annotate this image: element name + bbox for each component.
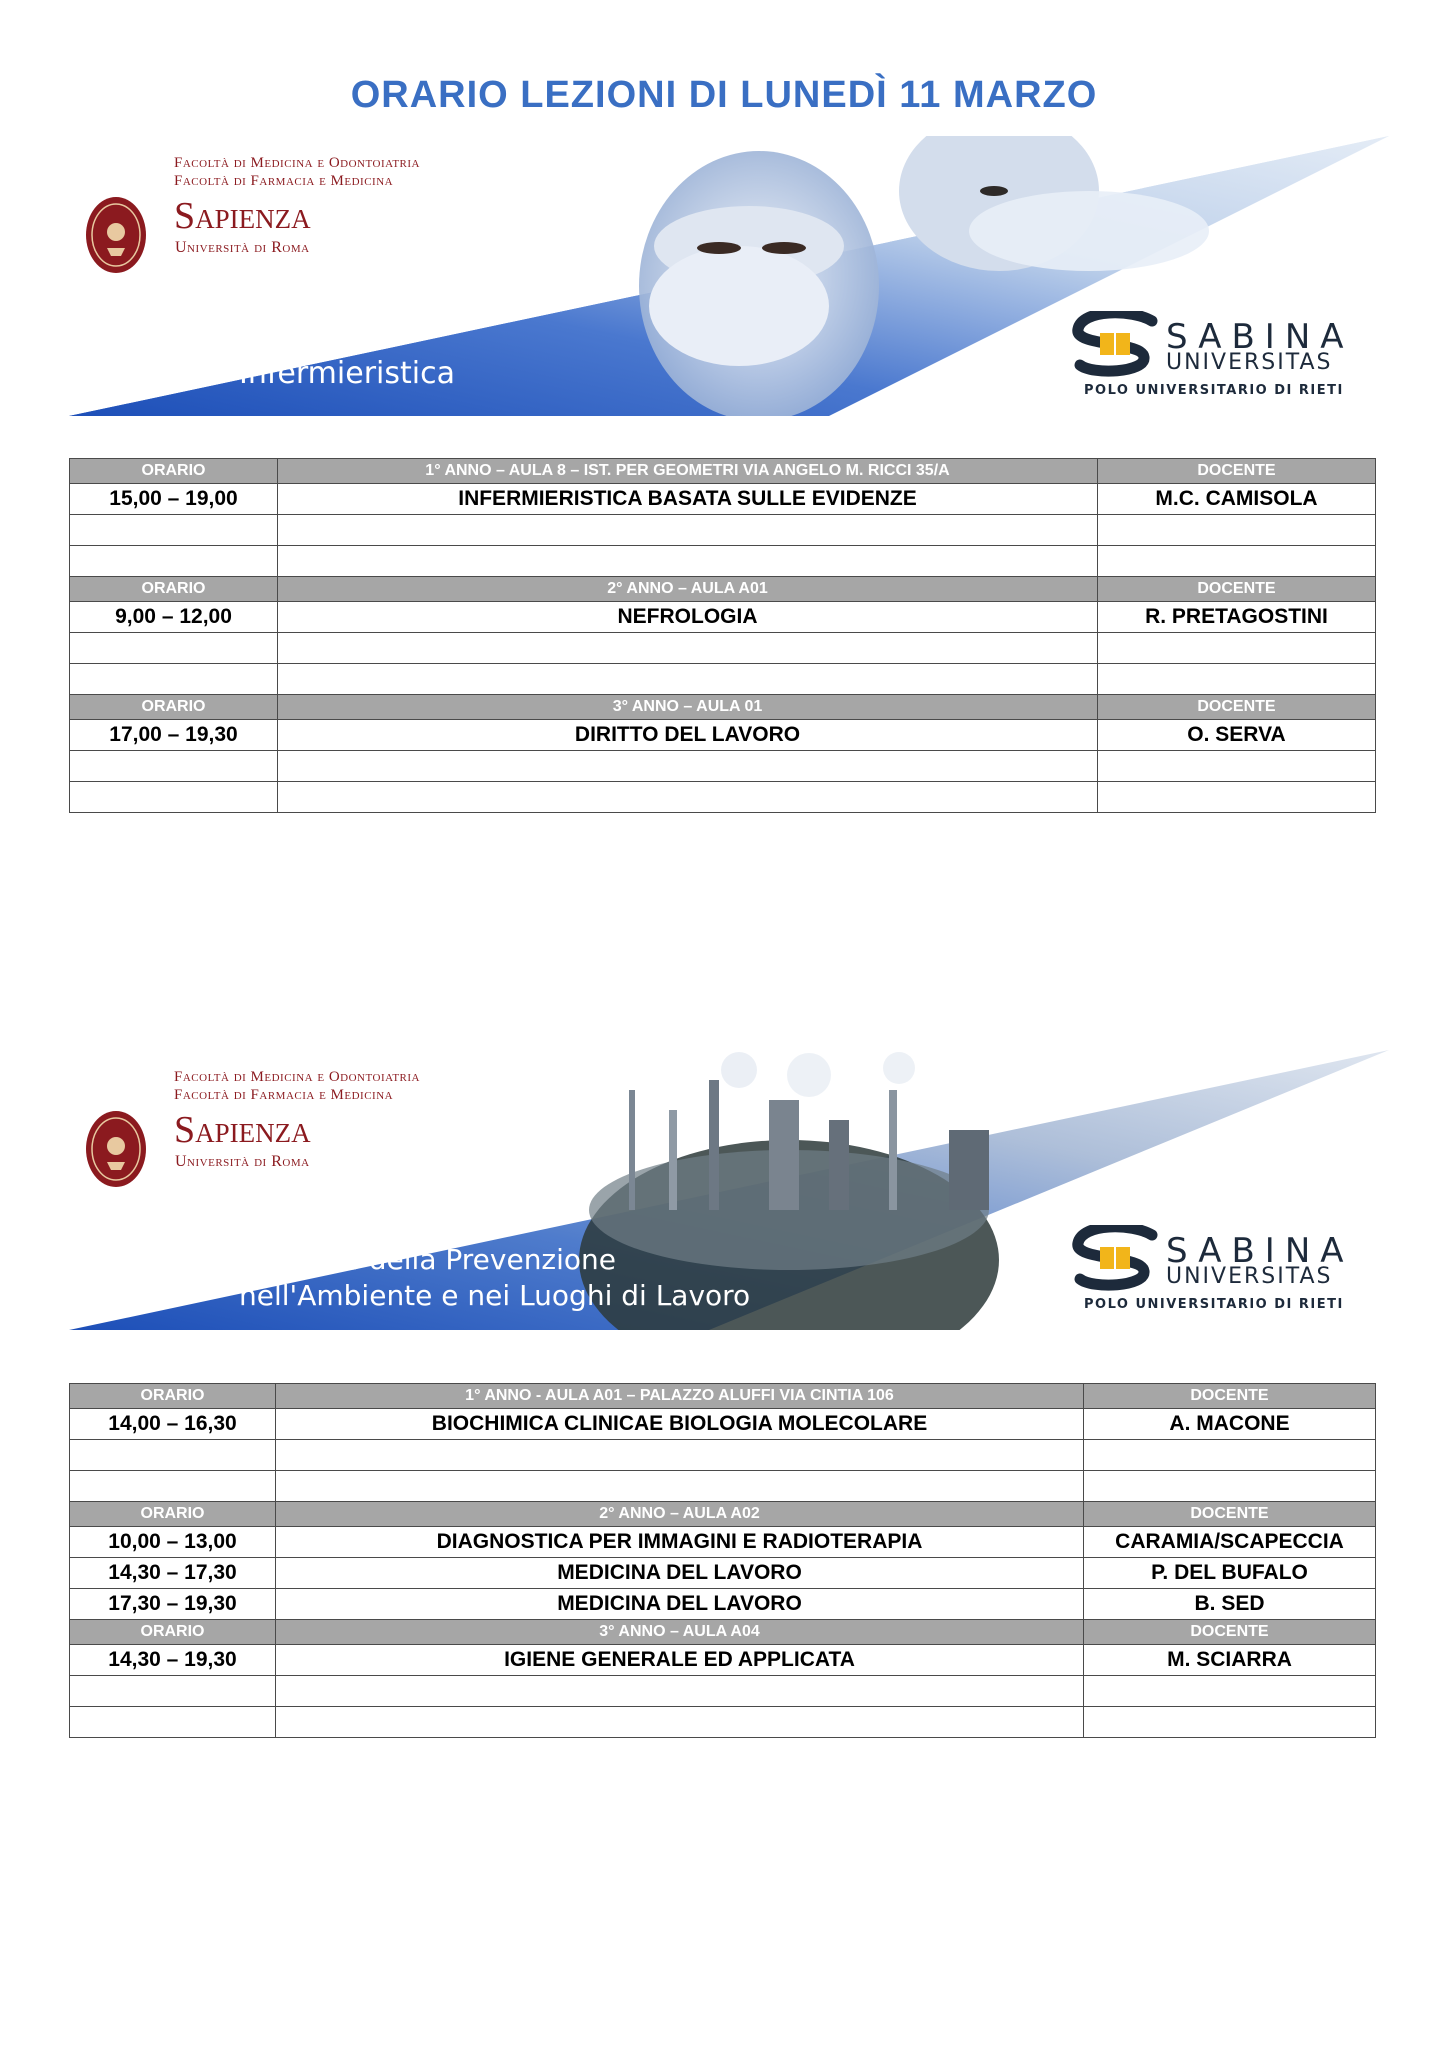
header-time: ORARIO: [70, 1384, 276, 1409]
table-row: [70, 751, 1376, 782]
cell-course: [276, 1707, 1084, 1738]
cell-course: DIAGNOSTICA PER IMMAGINI E RADIOTERAPIA: [276, 1527, 1084, 1558]
course-line-1: Infermieristica: [239, 356, 455, 391]
header-year-room: 2° ANNO – AULA A01: [278, 577, 1098, 602]
cell-teacher: P. DEL BUFALO: [1084, 1558, 1376, 1589]
cell-teacher: [1084, 1707, 1376, 1738]
cell-teacher: [1098, 664, 1376, 695]
table-row: [70, 1676, 1376, 1707]
cell-teacher: R. PRETAGOSTINI: [1098, 602, 1376, 633]
faculty-line-2: Facoltà di Farmacia e Medicina: [174, 1087, 394, 1103]
cell-teacher: CARAMIA/SCAPECCIA: [1084, 1527, 1376, 1558]
header-year-room: 3° ANNO – AULA A04: [276, 1620, 1084, 1645]
cell-course: [278, 515, 1098, 546]
cell-time: [70, 751, 278, 782]
header-time: ORARIO: [70, 459, 278, 484]
cell-course: [276, 1676, 1084, 1707]
cell-time: 14,30 – 17,30: [70, 1558, 276, 1589]
sabina-universitas-logo: [1072, 311, 1389, 401]
header-year-room: 1° ANNO – AULA 8 – IST. PER GEOMETRI VIA ANGELO M. RICCI 35/A: [278, 459, 1098, 484]
university-name: Sapienza: [174, 195, 311, 237]
table-row: [70, 484, 1376, 515]
sabina-universitas-logo: [1072, 1225, 1389, 1315]
course-name: [239, 356, 455, 391]
faculty-line-1: Facoltà di Medicina e Odontoiatria: [174, 1069, 420, 1085]
cell-teacher: [1098, 633, 1376, 664]
header-year-room: 2° ANNO – AULA A02: [276, 1502, 1084, 1527]
university-subtitle: Università di Roma: [175, 1153, 310, 1170]
header-year-room: 3° ANNO – AULA 01: [278, 695, 1098, 720]
banner-infermieristica: [69, 136, 1389, 416]
partner-name: SABINA: [1166, 1231, 1354, 1271]
partner-name: SABINA: [1166, 317, 1354, 357]
cell-course: [278, 782, 1098, 813]
cell-time: [70, 633, 278, 664]
schedule-table-infermieristica: [69, 458, 1376, 813]
header-teacher: DOCENTE: [1084, 1502, 1376, 1527]
cell-course: BIOCHIMICA CLINICAE BIOLOGIA MOLECOLARE: [276, 1409, 1084, 1440]
header-teacher: DOCENTE: [1098, 459, 1376, 484]
partner-tagline: POLO UNIVERSITARIO DI RIETI: [1084, 383, 1344, 398]
sapienza-seal-icon: [85, 196, 147, 274]
header-time: ORARIO: [70, 577, 278, 602]
cell-time: [70, 664, 278, 695]
table-row: [70, 1589, 1376, 1620]
cell-teacher: [1098, 546, 1376, 577]
section-header: [70, 1620, 1376, 1645]
cell-teacher: M. SCIARRA: [1084, 1645, 1376, 1676]
table-row: [70, 1471, 1376, 1502]
sabina-s-icon: [1072, 1225, 1162, 1295]
cell-time: 17,00 – 19,30: [70, 720, 278, 751]
header-teacher: DOCENTE: [1084, 1384, 1376, 1409]
cell-time: [70, 1676, 276, 1707]
cell-time: [70, 515, 278, 546]
cell-teacher: [1084, 1676, 1376, 1707]
table-row: [70, 546, 1376, 577]
partner-subname: UNIVERSITAS: [1166, 350, 1333, 375]
header-teacher: DOCENTE: [1098, 577, 1376, 602]
table-row: [70, 720, 1376, 751]
faculty-line-1: Facoltà di Medicina e Odontoiatria: [174, 155, 420, 171]
cell-time: 10,00 – 13,00: [70, 1527, 276, 1558]
cell-course: IGIENE GENERALE ED APPLICATA: [276, 1645, 1084, 1676]
section-header: [70, 1384, 1376, 1409]
banner-prevenzione: [69, 1050, 1389, 1330]
cell-course: [278, 664, 1098, 695]
schedule-table-prevenzione: [69, 1383, 1376, 1738]
course-line-1: Tecniche della Prevenzione: [239, 1243, 617, 1276]
cell-time: 9,00 – 12,00: [70, 602, 278, 633]
cell-course: INFERMIERISTICA BASATA SULLE EVIDENZE: [278, 484, 1098, 515]
cell-course: [278, 546, 1098, 577]
table-row: [70, 1527, 1376, 1558]
cell-teacher: [1098, 515, 1376, 546]
cell-time: 15,00 – 19,00: [70, 484, 278, 515]
section-header: [70, 695, 1376, 720]
course-line-2: nell'Ambiente e nei Luoghi di Lavoro: [239, 1279, 751, 1312]
table-row: [70, 515, 1376, 546]
header-year-room: 1° ANNO - AULA A01 – PALAZZO ALUFFI VIA CINTIA 106: [276, 1384, 1084, 1409]
cell-time: 14,30 – 19,30: [70, 1645, 276, 1676]
cell-time: 17,30 – 19,30: [70, 1589, 276, 1620]
cell-teacher: M.C. CAMISOLA: [1098, 484, 1376, 515]
cell-course: [278, 633, 1098, 664]
table-row: [70, 633, 1376, 664]
cell-teacher: [1084, 1471, 1376, 1502]
university-name: Sapienza: [174, 1109, 311, 1151]
cell-teacher: [1098, 782, 1376, 813]
cell-course: [276, 1471, 1084, 1502]
section-header: [70, 1502, 1376, 1527]
cell-time: [70, 1440, 276, 1471]
cell-course: MEDICINA DEL LAVORO: [276, 1558, 1084, 1589]
cell-teacher: O. SERVA: [1098, 720, 1376, 751]
header-time: ORARIO: [70, 695, 278, 720]
faculty-lines: [174, 1068, 420, 1104]
sapienza-seal-icon: [85, 1110, 147, 1188]
sabina-s-icon: [1072, 311, 1162, 381]
partner-subname: UNIVERSITAS: [1166, 1264, 1333, 1289]
page-title: ORARIO LEZIONI DI LUNEDÌ 11 MARZO: [350, 74, 1098, 116]
cell-course: DIRITTO DEL LAVORO: [278, 720, 1098, 751]
cell-course: NEFROLOGIA: [278, 602, 1098, 633]
table-row: [70, 664, 1376, 695]
header-time: ORARIO: [70, 1502, 276, 1527]
table-row: [70, 1440, 1376, 1471]
cell-time: [70, 1471, 276, 1502]
section-header: [70, 577, 1376, 602]
cell-time: [70, 782, 278, 813]
header-time: ORARIO: [70, 1620, 276, 1645]
cell-time: [70, 1707, 276, 1738]
cell-course: [278, 751, 1098, 782]
cell-time: 14,00 – 16,30: [70, 1409, 276, 1440]
cell-teacher: B. SED: [1084, 1589, 1376, 1620]
table-row: [70, 1558, 1376, 1589]
course-name: [239, 1242, 750, 1314]
university-subtitle: Università di Roma: [175, 239, 310, 256]
faculty-line-2: Facoltà di Farmacia e Medicina: [174, 173, 394, 189]
table-row: [70, 1409, 1376, 1440]
table-row: [70, 782, 1376, 813]
faculty-lines: [174, 154, 420, 190]
table-row: [70, 1707, 1376, 1738]
cell-course: [276, 1440, 1084, 1471]
cell-time: [70, 546, 278, 577]
header-teacher: DOCENTE: [1084, 1620, 1376, 1645]
cell-course: MEDICINA DEL LAVORO: [276, 1589, 1084, 1620]
table-row: [70, 1645, 1376, 1676]
section-header: [70, 459, 1376, 484]
cell-teacher: [1098, 751, 1376, 782]
table-row: [70, 602, 1376, 633]
header-teacher: DOCENTE: [1098, 695, 1376, 720]
cell-teacher: A. MACONE: [1084, 1409, 1376, 1440]
cell-teacher: [1084, 1440, 1376, 1471]
partner-tagline: POLO UNIVERSITARIO DI RIETI: [1084, 1297, 1344, 1312]
